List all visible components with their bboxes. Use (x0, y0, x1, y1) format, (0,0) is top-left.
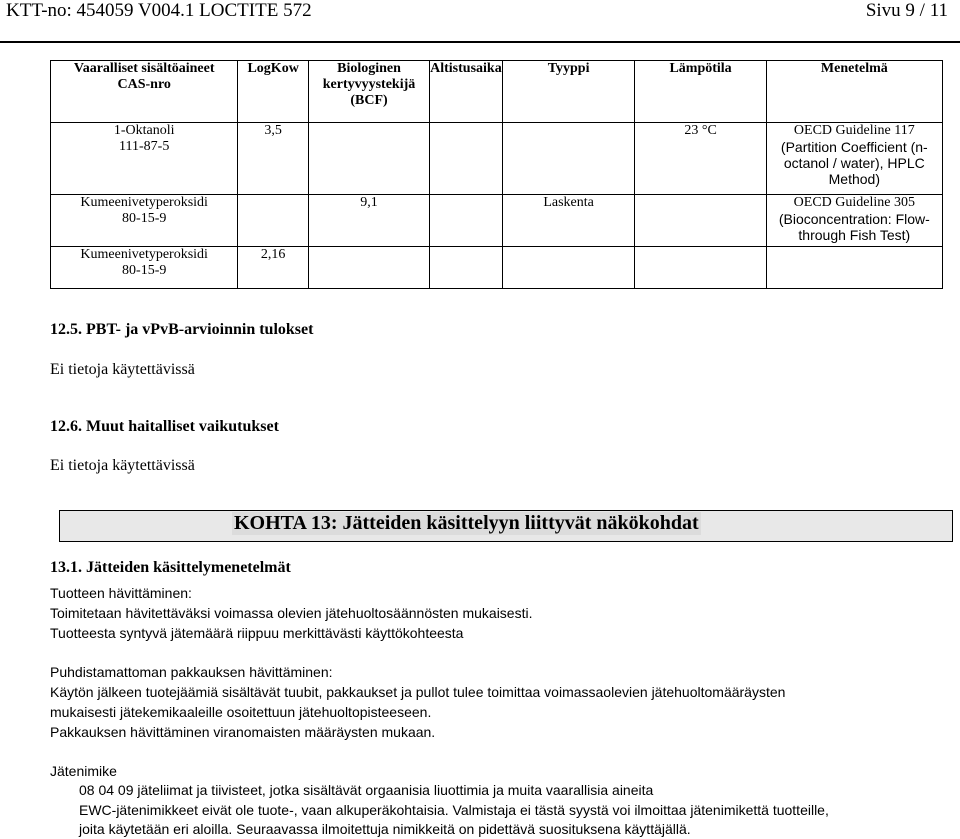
cell-exposure (430, 123, 503, 195)
header-substance: Vaaralliset sisältöaineet CAS-nro (51, 61, 238, 123)
disposal-text: Tuotteesta syntyvä jätemäärä riippuu merkittävästi käyttökohteesta (50, 625, 464, 641)
cell-logkow: 3,5 (238, 123, 309, 195)
cell-logkow (238, 195, 309, 247)
cell-bcf (308, 247, 429, 289)
document-id: KTT-no: 454059 V004.1 LOCTITE 572 (6, 0, 312, 21)
table-header-row (51, 61, 943, 123)
section-13-1-title: 13.1. Jätteiden käsittelymenetelmät (50, 559, 291, 576)
section-13-heading: KOHTA 13: Jätteiden käsittelyyn liittyvät näkökohdat (234, 512, 699, 534)
cell-substance: Kumeenivetyperoksidi 80-15-9 (51, 247, 238, 289)
header-rule (0, 41, 960, 43)
header-type: Tyyppi (502, 61, 635, 123)
cell-type (502, 123, 635, 195)
disposal-text: Toimitetaan hävitettäväksi voimassa olevien jätehuoltosäännösten mukaisesti. (50, 605, 533, 621)
cell-method: OECD Guideline 117 (Partition Coefficient (n- octanol / water), HPLC Method) (766, 123, 942, 195)
disposal-label: Tuotteen hävittäminen: (50, 585, 192, 601)
cell-method: OECD Guideline 305 (Bioconcentration: Flow- through Fish Test) (766, 195, 942, 247)
page-header (6, 0, 948, 24)
cell-logkow: 2,16 (238, 247, 309, 289)
cell-method (766, 247, 942, 289)
cell-temperature (635, 247, 766, 289)
packaging-text: mukaisesti jätekemikaaleille osoitettuun jätehuoltopisteeseen. (50, 704, 432, 720)
header-exposure: Altistusaika (430, 61, 503, 123)
section-12-5-text: Ei tietoja käytettävissä (50, 361, 195, 378)
header-method: Menetelmä (766, 61, 942, 123)
table-row (51, 247, 943, 289)
cell-type (502, 247, 635, 289)
waste-code-label: Jätenimike (50, 763, 117, 779)
header-bcf: Biologinen kertyvyystekijä (BCF) (308, 61, 429, 123)
header-logkow: LogKow (238, 61, 309, 123)
header-temperature: Lämpötila (635, 61, 766, 123)
cell-temperature (635, 195, 766, 247)
packaging-text: Pakkauksen hävittäminen viranomaisten määräysten mukaan. (50, 724, 436, 740)
cell-substance: 1-Oktanoli 111-87-5 (51, 123, 238, 195)
table-row (51, 123, 943, 195)
section-12-6-text: Ei tietoja käytettävissä (50, 457, 195, 474)
packaging-label: Puhdistamattoman pakkauksen hävittäminen: (50, 664, 333, 680)
section-12-6-title: 12.6. Muut haitalliset vaikutukset (50, 418, 279, 435)
waste-code-text: joita käytetään eri aloilla. Seuraavassa ilmoitettuja nimikkeitä on pidettävä suosituksena käyttäjällä. (79, 821, 691, 837)
cell-bcf: 9,1 (308, 195, 429, 247)
waste-code-text: 08 04 09 jäteliimat ja tiivisteet, jotka sisältävät orgaanisia liuottimia ja muita vaarallisia aineita (79, 782, 654, 798)
cell-exposure (430, 247, 503, 289)
cell-bcf (308, 123, 429, 195)
waste-code-text: EWC-jätenimikkeet eivät ole tuote-, vaan alkuperäkohtaisia. Valmistaja ei tästä syystä voi ilmoittaa jätenimikettä tuotteille, (79, 802, 829, 818)
cell-type: Laskenta (502, 195, 635, 247)
cell-exposure (430, 195, 503, 247)
section-12-5-title: 12.5. PBT- ja vPvB-arvioinnin tulokset (50, 321, 314, 338)
page-number: Sivu 9 / 11 (865, 0, 948, 21)
cell-substance: Kumeenivetyperoksidi 80-15-9 (51, 195, 238, 247)
bioaccumulation-table (50, 60, 943, 289)
table-row (51, 195, 943, 247)
packaging-text: Käytön jälkeen tuotejäämiä sisältävät tuubit, pakkaukset ja pullot tulee toimittaa voimassaolevien jätehuoltomääräysten (50, 684, 786, 700)
cell-temperature: 23 °C (635, 123, 766, 195)
